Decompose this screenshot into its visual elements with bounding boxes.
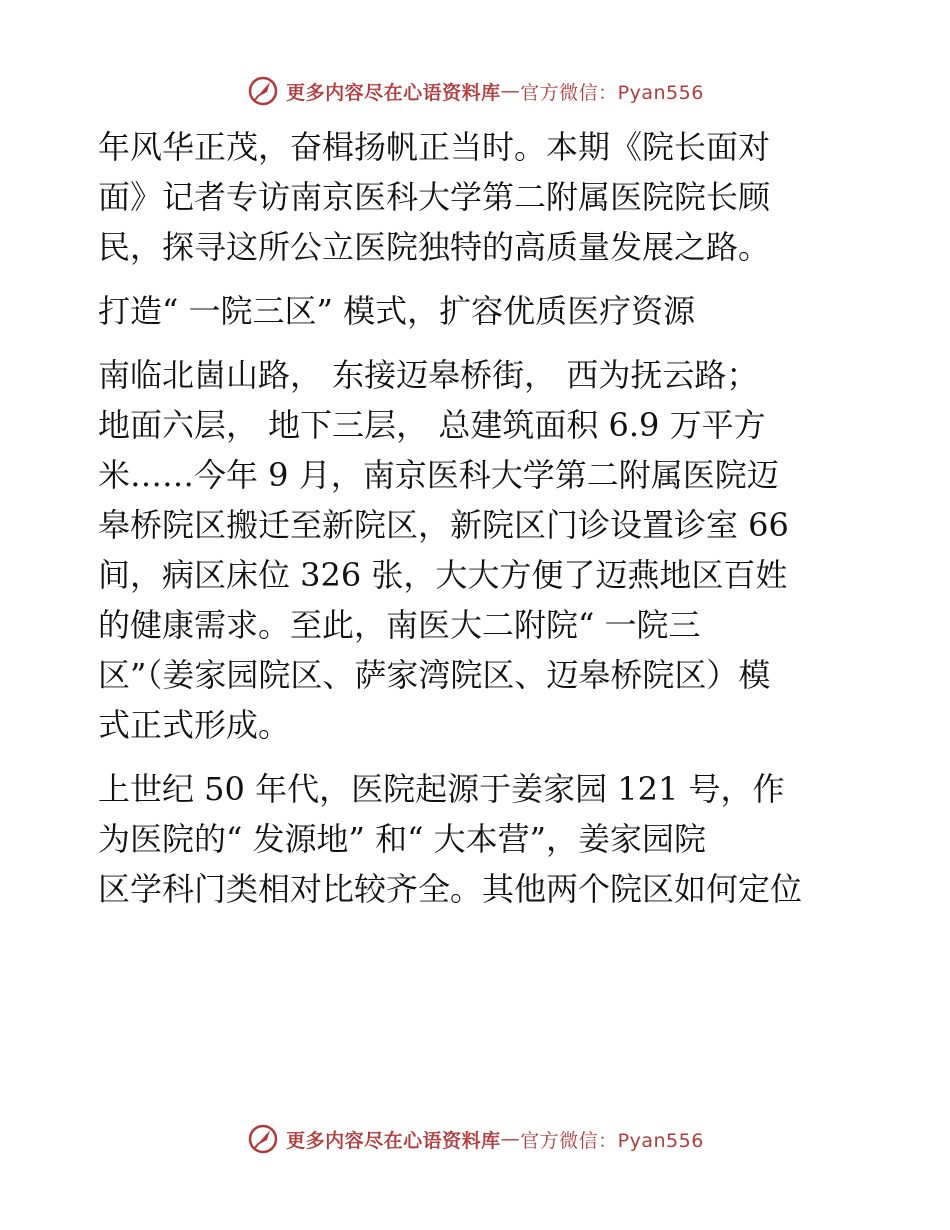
text-line: 年风华正茂，奋楫扬帆正当时。本期《院长面对 — [98, 128, 771, 166]
text-line: 区”（姜家园院区、萨家湾院区、迈皋桥院区）模 — [98, 656, 771, 694]
text-line: 的健康需求。至此，南医大二附院“ 一院三 — [98, 606, 701, 644]
text-line: 式正式形成。 — [98, 706, 291, 744]
text-line: 南临北崮山路， 东接迈皋桥街， 西为抚云路； — [98, 356, 759, 394]
paragraph-new-campus — [98, 350, 858, 750]
watermark-main-text: 更多内容尽在心语资料库 — [286, 1129, 501, 1152]
watermark-separator: — — [500, 1128, 521, 1150]
watermark-main-text: 更多内容尽在心语资料库 — [286, 81, 501, 104]
heading-line: 打造“ 一院三区” 模式，扩容优质医疗资源 — [98, 292, 696, 330]
header-watermark — [0, 71, 950, 111]
quill-logo-icon — [246, 74, 280, 108]
paragraph-intro — [98, 122, 858, 272]
text-line: 为医院的“ 发源地” 和“ 大本营”，姜家园院 — [98, 820, 706, 858]
text-line: 皋桥院区搬迁至新院区，新院区门诊设置诊室 66 — [98, 506, 789, 544]
text-line: 区学科门类相对比较齐全。其他两个院区如何定位 — [98, 870, 803, 908]
text-line: 米……今年 9 月，南京医科大学第二附属医院迈 — [98, 456, 779, 494]
text-line: 民，探寻这所公立医院独特的高质量发展之路。 — [98, 228, 771, 266]
watermark-separator: — — [500, 80, 521, 102]
text-line: 面》记者专访南京医科大学第二附属医院院长顾 — [98, 178, 771, 216]
watermark-sub-text: 官方微信：Pyan556 — [520, 1129, 704, 1152]
section-heading — [98, 286, 858, 336]
text-line: 间，病区床位 326 张，大大方便了迈燕地区百姓 — [98, 556, 788, 594]
text-line: 地面六层， 地下三层， 总建筑面积 6.9 万平方 — [98, 406, 766, 444]
paragraph-history — [98, 764, 858, 914]
quill-logo-icon — [246, 1122, 280, 1156]
watermark-sub-text: 官方微信：Pyan556 — [520, 81, 704, 104]
article-body — [98, 122, 858, 914]
footer-watermark — [0, 1119, 950, 1159]
text-line: 上世纪 50 年代，医院起源于姜家园 121 号，作 — [98, 770, 785, 808]
